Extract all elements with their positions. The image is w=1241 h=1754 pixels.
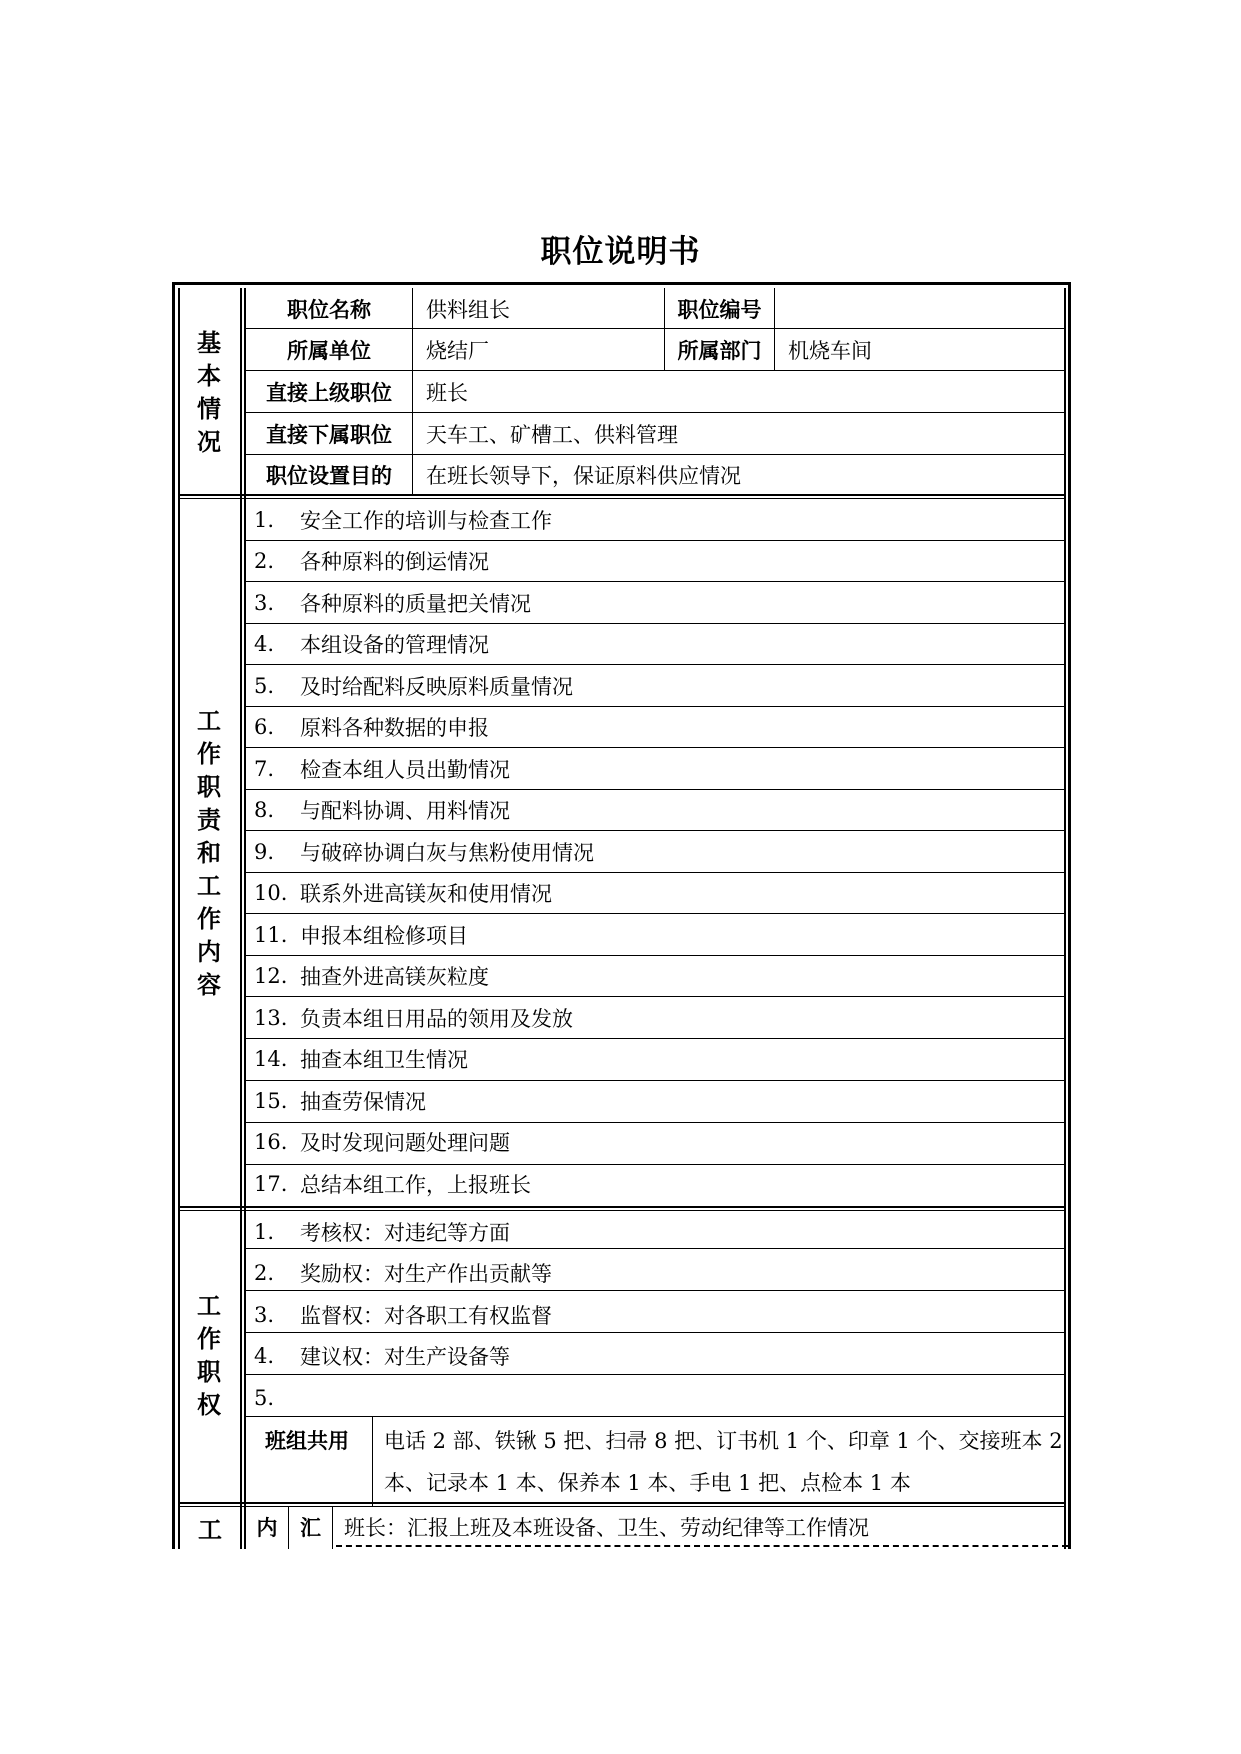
authority-text: 奖励权：对生产作出贡献等 <box>300 1262 552 1287</box>
duty-text: 负责本组日用品的领用及发放 <box>300 1006 573 1031</box>
duty-item <box>254 873 1060 915</box>
duty-item <box>254 665 1060 707</box>
section-label-authority <box>189 1290 229 1422</box>
unit-label: 所属单位 <box>287 339 371 363</box>
duty-item <box>254 541 1060 583</box>
purpose-label: 职位设置目的 <box>266 464 392 488</box>
duty-number: 10. <box>254 881 288 906</box>
duty-item <box>254 1122 1060 1164</box>
duty-item <box>254 1039 1060 1081</box>
authority-number: 4. <box>254 1344 275 1369</box>
section-line <box>178 1206 1066 1208</box>
relations-label-report: 汇 <box>300 1516 321 1540</box>
duty-number: 9. <box>254 839 275 864</box>
position-code-label: 职位编号 <box>677 298 762 322</box>
subordinate-value: 天车工、矿槽工、供料管理 <box>426 423 678 447</box>
relations-first-line: 班长：汇报上班及本班设备、卫生、劳动纪律等工作情况 <box>344 1516 869 1540</box>
duty-number: 2. <box>254 549 275 574</box>
duty-text: 联系外进高镁灰和使用情况 <box>300 882 552 907</box>
duty-item <box>254 790 1060 832</box>
duty-text: 与配料协调、用料情况 <box>300 799 510 824</box>
duty-item <box>254 499 1060 541</box>
duty-text: 检查本组人员出勤情况 <box>300 757 510 782</box>
section-label-text: 基本情况 <box>197 329 221 456</box>
duty-item <box>254 956 1060 998</box>
purpose-value: 在班长领导下，保证原料供应情况 <box>426 464 741 488</box>
row-line <box>244 454 1064 455</box>
shared-equipment-label: 班组共用 <box>265 1429 349 1453</box>
authority-item <box>254 1253 1060 1295</box>
duty-text: 及时发现问题处理问题 <box>300 1131 510 1156</box>
position-name-label: 职位名称 <box>287 298 371 322</box>
subordinate-label: 直接下属职位 <box>266 423 392 447</box>
label-value-divider <box>412 288 413 496</box>
duty-item <box>254 582 1060 624</box>
duty-text: 安全工作的培训与检查工作 <box>300 508 552 533</box>
duty-item <box>254 707 1060 749</box>
position-name-value: 供料组长 <box>426 298 510 322</box>
section-label-basic <box>189 327 229 459</box>
page-title: 职位说明书 <box>540 234 701 270</box>
duty-number: 13. <box>254 1005 288 1030</box>
row-line <box>244 328 1064 329</box>
duty-text: 与破碎协调白灰与焦粉使用情况 <box>300 840 594 865</box>
duty-number: 14. <box>254 1047 288 1072</box>
duty-item <box>254 748 1060 790</box>
authority-number: 5. <box>254 1385 275 1410</box>
section-label-text: 工作职责和工作内容 <box>197 707 221 999</box>
department-value: 机烧车间 <box>788 339 872 363</box>
row-line <box>244 412 1064 413</box>
authority-number: 3. <box>254 1302 275 1327</box>
section-line-2 <box>178 1506 1066 1507</box>
duty-text: 及时给配料反映原料质量情况 <box>300 674 573 699</box>
authority-item <box>254 1211 1060 1253</box>
mid-divider-2 <box>774 288 775 370</box>
duty-text: 各种原料的质量把关情况 <box>300 591 531 616</box>
superior-label: 直接上级职位 <box>266 381 392 405</box>
duty-item <box>254 831 1060 873</box>
shared-equipment-line-1: 电话 2 部、铁锹 5 把、扫帚 8 把、订书机 1 个、印章 1 个、交接班本 2 <box>384 1429 1063 1453</box>
duty-number: 17. <box>254 1171 288 1196</box>
dashed-divider <box>336 1545 1068 1547</box>
authority-text: 建议权：对生产设备等 <box>300 1345 510 1370</box>
duty-number: 16. <box>254 1130 288 1155</box>
duty-item <box>254 1163 1060 1205</box>
duty-item <box>254 1080 1060 1122</box>
authority-number: 2. <box>254 1261 275 1286</box>
section-column-divider <box>240 288 242 1549</box>
duty-text: 抽查劳保情况 <box>300 1089 426 1114</box>
duty-item <box>254 914 1060 956</box>
section-label-duties <box>189 705 229 1002</box>
relations-label-inner: 内 <box>256 1516 278 1540</box>
row-line <box>244 370 1064 371</box>
authority-item <box>254 1294 1060 1336</box>
duty-number: 6. <box>254 715 275 740</box>
unit-value: 烧结厂 <box>426 339 489 363</box>
duty-number: 1. <box>254 507 275 532</box>
shared-equipment-line-2: 本、记录本 1 本、保养本 1 本、手电 1 把、点检本 1 本 <box>384 1471 911 1495</box>
duty-number: 5. <box>254 673 275 698</box>
duty-number: 7. <box>254 756 275 781</box>
inner-left-border <box>178 288 180 1549</box>
duty-number: 12. <box>254 964 288 989</box>
authority-text: 考核权：对违纪等方面 <box>300 1220 510 1245</box>
shared-divider <box>372 1416 373 1506</box>
duty-number: 8. <box>254 798 275 823</box>
duty-item <box>254 997 1060 1039</box>
duty-number: 11. <box>254 922 288 947</box>
authority-item <box>254 1336 1060 1378</box>
duty-text: 各种原料的倒运情况 <box>300 550 489 575</box>
authority-text: 监督权：对各职工有权监督 <box>300 1303 552 1328</box>
position-code-value <box>788 290 1058 328</box>
relations-label-work: 工 <box>198 1515 222 1544</box>
department-label: 所属部门 <box>677 339 762 363</box>
duty-number: 15. <box>254 1088 288 1113</box>
superior-value: 班长 <box>426 381 468 405</box>
duty-text: 总结本组工作，上报班长 <box>300 1172 531 1197</box>
duty-text: 抽查本组卫生情况 <box>300 1048 468 1073</box>
duty-text: 原料各种数据的申报 <box>300 716 489 741</box>
section-label-text: 工作职权 <box>197 1292 221 1419</box>
authority-item <box>254 1377 1060 1419</box>
duty-number: 3. <box>254 590 275 615</box>
duty-text: 抽查外进高镁灰粒度 <box>300 965 489 990</box>
relations-divider-2 <box>332 1506 333 1549</box>
section-line <box>178 494 1066 496</box>
authority-number: 1. <box>254 1219 275 1244</box>
duty-text: 本组设备的管理情况 <box>300 633 489 658</box>
duty-number: 4. <box>254 632 275 657</box>
duty-item <box>254 624 1060 666</box>
duty-text: 申报本组检修项目 <box>300 923 468 948</box>
inner-right-border <box>1064 288 1066 1549</box>
